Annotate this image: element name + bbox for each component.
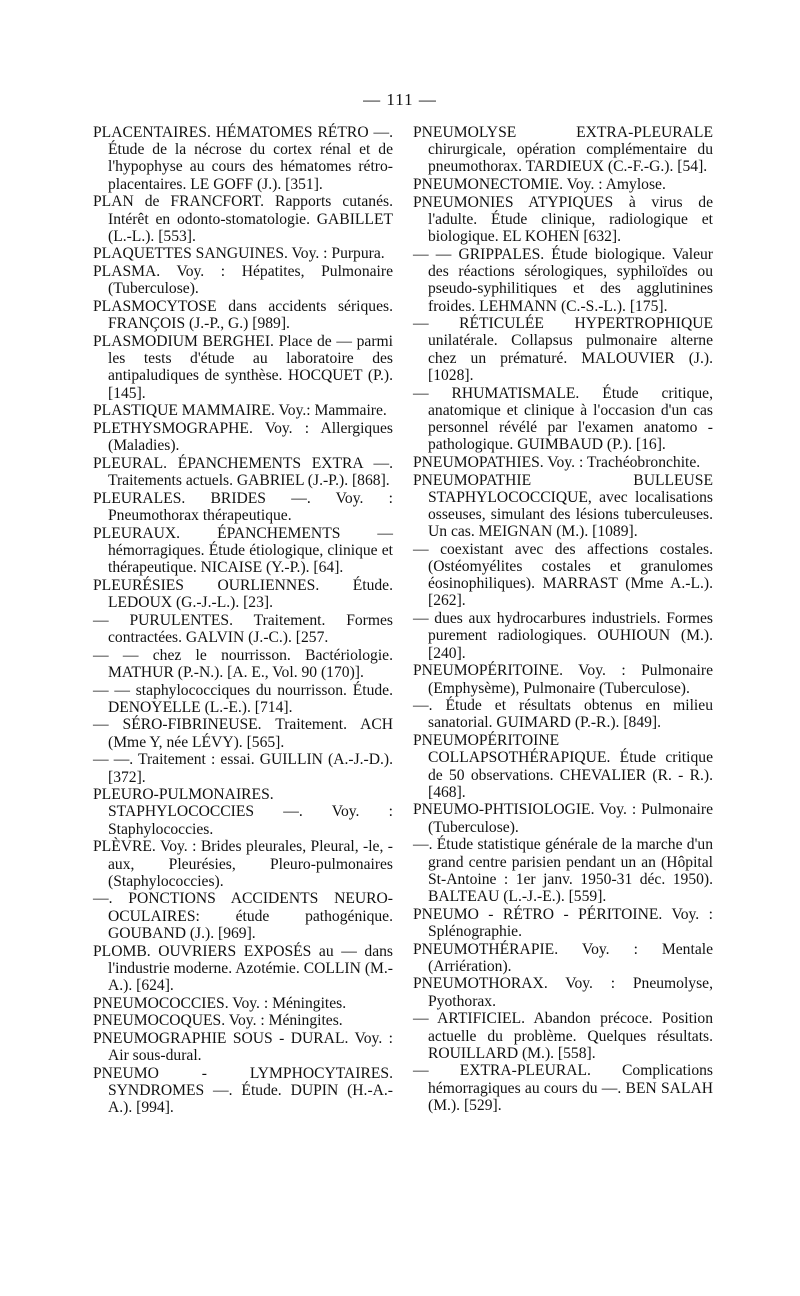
index-entry: — PURULENTES. Traitement. Formes contractées. GALVIN (J.-C.). [257. <box>93 611 393 646</box>
index-entry: — coexistant avec des affections costales. (Ostéomyélites costales et granulomes éosinophiliques). MARRAST (Mme A.-L.). [262]. <box>413 540 713 610</box>
index-entry: PLEURÉSIES OURLIENNES. Étude. LEDOUX (G.-J.-L.). [23]. <box>93 576 393 611</box>
index-entry: — — GRIPPALES. Étude biologique. Valeur des réactions sérologiques, syphiloïdes ou pseudo-syphilitiques et des agglutinines froides. LEHMANN (C.-S.-L.). [175]. <box>413 245 713 315</box>
index-entry: PNEUMOCOQUES. Voy. : Méningites. <box>93 1012 343 1030</box>
index-entry: PNEUMOPÉRITOINE. Voy. : Pulmonaire (Emphysème), Pulmonaire (Tuberculose). <box>413 662 713 697</box>
index-entry: PLEURAUX. ÉPANCHEMENTS — hémorragiques. Étude étiologique, clinique et thérapeutique. NICAISE (Y.-P.). [64]. <box>93 524 393 577</box>
page-number: — 111 — <box>363 90 437 109</box>
index-entry: PLAQUETTES SANGUINES. Voy. : Purpura. <box>93 245 385 263</box>
index-entry: PNEUMOGRAPHIE SOUS - DURAL. Voy. : Air sous-dural. <box>93 1030 393 1065</box>
index-entry: — dues aux hydrocarbures industriels. Formes purement radiologiques. OUHIOUN (M.). [240]. <box>413 610 713 662</box>
index-entry: PLAN de FRANCFORT. Rapports cutanés. Intérêt en odonto-stomatologie. GABILLET (L.-L.). [553]. <box>93 193 393 245</box>
index-entry: PNEUMOCOCCIES. Voy. : Méningites. <box>93 994 347 1012</box>
index-entry: PLASMODIUM BERGHEI. Place de — parmi les tests d'étude au laboratoire des antipaludiques de synthèse. HOCQUET (P.). [145]. <box>93 332 393 402</box>
index-entry: —. Étude et résultats obtenus en milieu sanatorial. GUIMARD (P.-R.). [849]. <box>413 697 713 732</box>
index-entry: PLETHYSMOGRAPHE. Voy. : Allergiques (Maladies). <box>93 419 393 455</box>
index-entry: — RHUMATISMALE. Étude critique, anatomique et clinique à l'occasion d'un cas personnel révélé par l'examen anatomo - pathologique. GUIMBAUD (P.). [16]. <box>413 384 713 454</box>
index-entry: PLACENTAIRES. HÉMATOMES RÉTRO —. Étude de la nécrose du cortex rénal et de l'hypophyse au cours des hématomes rétro-placentaires. LE GOFF (J.). [351]. <box>93 124 393 193</box>
index-entry: — — staphylococciques du nourrisson. Étude. DENOYELLE (L.-E.). [714]. <box>93 681 393 716</box>
index-entry: PNEUMOPATHIES. Voy. : Trachéobronchite. <box>413 453 701 471</box>
index-entry: PLEURALES. BRIDES —. Voy. : Pneumothorax thérapeutique. <box>93 489 393 524</box>
index-entry: PLASMOCYTOSE dans accidents sériques. FRANÇOIS (J.-P., G.) [989]. <box>93 298 393 333</box>
index-entry: PNEUMONIES ATYPIQUES à virus de l'adulte. Étude clinique, radiologique et biologique. EL KOHEN [632]. <box>413 193 713 246</box>
index-entry: PLASTIQUE MAMMAIRE. Voy.: Mammaire. <box>93 402 387 420</box>
left-column <box>93 124 393 1117</box>
index-entry: —. Étude statistique générale de la marche d'un grand centre parisien pendant un an (Hôpital St-Antoine : 1er janv. 1950-31 déc. 1950). BALTEAU (L.-J.-E.). [559]. <box>413 836 713 905</box>
index-entry: — — chez le nourrisson. Bactériologie. MATHUR (P.-N.). [A. E., Vol. 90 (170)]. <box>93 646 393 681</box>
index-entry: —. PONCTIONS ACCIDENTS NEURO-OCULAIRES: étude pathogénique. GOUBAND (J.). [969]. <box>93 890 393 942</box>
index-entry: — ARTIFICIEL. Abandon précoce. Position actuelle du problème. Quelques résultats. ROUILLARD (M.). [558]. <box>413 1010 713 1062</box>
index-entry: PNEUMO - LYMPHOCYTAIRES. SYNDROMES —. Étude. DUPIN (H.-A.-A.). [994]. <box>93 1064 393 1117</box>
index-entry: PLÈVRE. Voy. : Brides pleurales, Pleural, -le, -aux, Pleurésies, Pleuro-pulmonaires (Staphylococcies). <box>93 838 393 890</box>
index-entry: PNEUMOPÉRITOINE COLLAPSOTHÉRAPIQUE. Étude critique de 50 observations. CHEVALIER (R. - R.). [468]. <box>413 732 713 801</box>
index-entry: — —. Traitement : essai. GUILLIN (A.-J.-D.). [372]. <box>93 751 393 786</box>
index-entry: PNEUMOTHÉRAPIE. Voy. : Mentale (Arriération). <box>413 940 713 975</box>
index-entry: — RÉTICULÉE HYPERTROPHIQUE unilatérale. Collapsus pulmonaire alterne chez un prématuré. MALOUVIER (J.). [1028]. <box>413 315 713 384</box>
index-entry: PNEUMONECTOMIE. Voy. : Amylose. <box>413 176 666 194</box>
index-entry: PLOMB. OUVRIERS EXPOSÉS au — dans l'industrie moderne. Azotémie. COLLIN (M.-A.). [624]. <box>93 942 393 994</box>
index-entry: PNEUMOLYSE EXTRA-PLEURALE chirurgicale, opération complémentaire du pneumothorax. TARDIEUX (C.-F.-G.). [54]. <box>413 124 713 176</box>
index-entry: PNEUMOTHORAX. Voy. : Pneumolyse, Pyothorax. <box>413 975 713 1010</box>
right-column <box>413 124 713 1115</box>
index-entry: PLEURAL. ÉPANCHEMENTS EXTRA —. Traitements actuels. GABRIEL (J.-P.). [868]. <box>93 454 393 490</box>
index-entry: PNEUMO - RÉTRO - PÉRITOINE. Voy. : Splénographie. <box>413 905 713 940</box>
index-entry: PNEUMOPATHIE BULLEUSE STAPHYLOCOCCIQUE, avec localisations osseuses, simulant des lésions tuberculeuses. Un cas. MEIGNAN (M.). [1089]. <box>413 471 713 541</box>
index-entry: PLEURO-PULMONAIRES. STAPHYLOCOCCIES —. Voy. : Staphylococcies. <box>93 786 393 838</box>
index-entry: — EXTRA-PLEURAL. Complications hémorragiques au cours du —. BEN SALAH (M.). [529]. <box>413 1062 713 1114</box>
index-entry: PLASMA. Voy. : Hépatites, Pulmonaire (Tuberculose). <box>93 263 393 298</box>
index-entry: — SÉRO-FIBRINEUSE. Traitement. ACH (Mme Y, née LÉVY). [565]. <box>93 716 393 751</box>
index-entry: PNEUMO-PHTISIOLOGIE. Voy. : Pulmonaire (Tuberculose). <box>413 801 713 836</box>
